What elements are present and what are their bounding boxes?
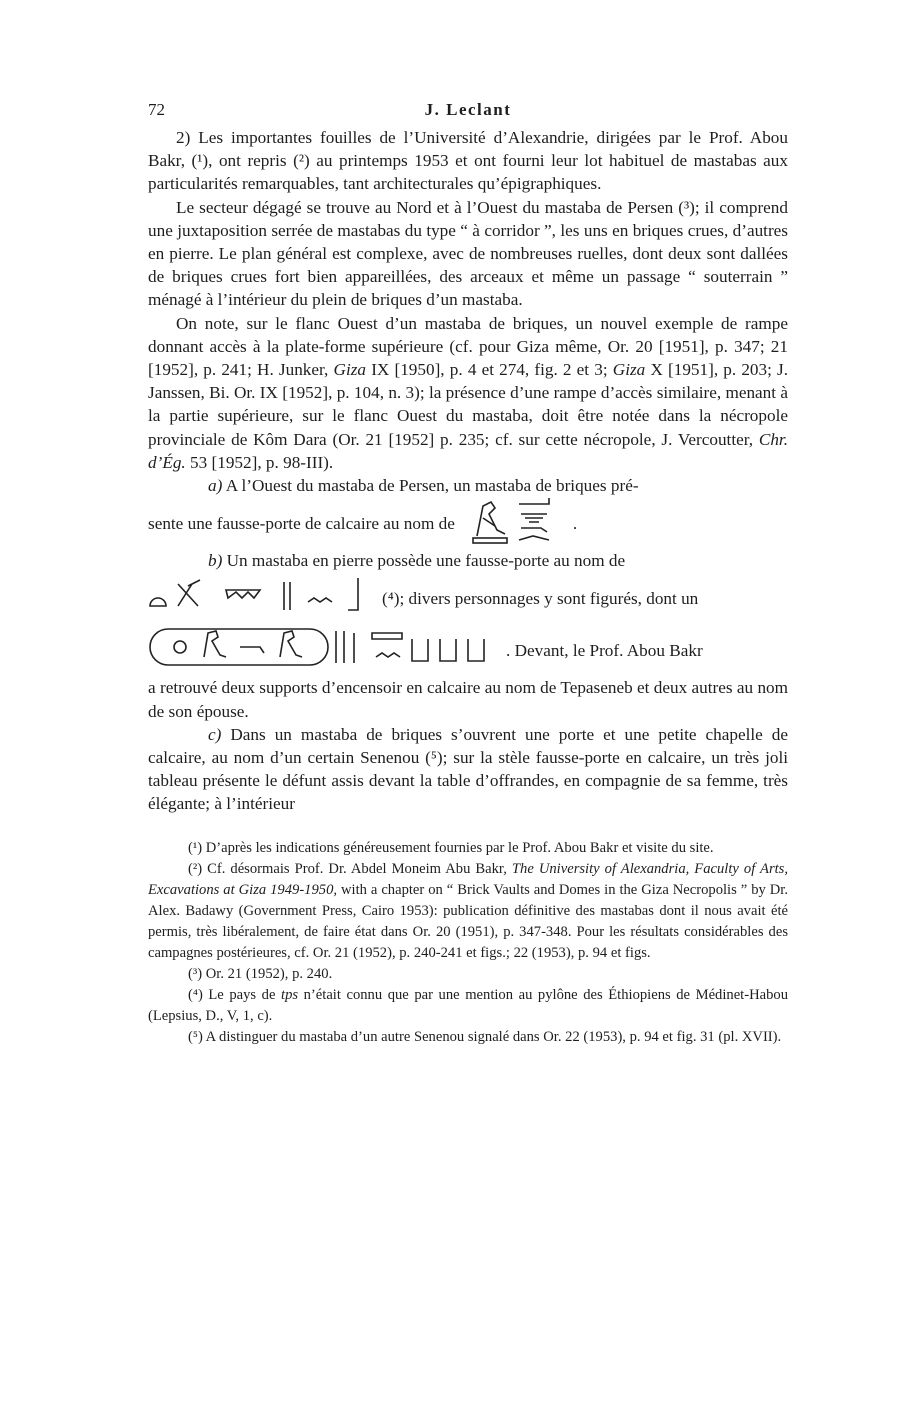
footnote-5: (⁵) A distinguer du mastaba d’un autre Senenou signalé dans Or. 22 (1953), p. 94 et fig. 31 (pl. XVII). bbox=[188, 1028, 782, 1045]
footnote-2-title: The University of Alexandria, Faculty of Arts, Excavations at Giza 1949-1950, bbox=[148, 860, 789, 898]
footnote-2 bbox=[148, 859, 788, 964]
item-a-end: . bbox=[572, 513, 578, 533]
item-b-label: b) bbox=[208, 551, 223, 571]
body-text bbox=[148, 126, 788, 816]
journal-title-chr: Chr. d’Ég. bbox=[148, 429, 788, 472]
item-b-text-4: a retrouvé deux supports d’encensoir en calcaire au nom de Tepaseneb et deux autres au nom de son épouse. bbox=[148, 678, 788, 721]
footnote-4-part-b: n’était connu que par une mention au pylône des Éthiopiens de Médinet-Habou (Lepsius, D., V, 1, c). bbox=[148, 986, 788, 1024]
footnote-2-part-b: with a chapter on “ Brick Vaults and Domes in the Giza Necropolis ” by Dr. Alex. Badawy (Government Press, Cairo 1953): publication définitive des mastabas dont il nous avait été permis, très libéralement, de faire état dans Or. 20 (1951), p. 347-348. Pour les résultats considérables des campagnes postérieures, cf. Or. 21 (1952), p. 240-241 et figs.; 22 (1953), p. 94 et figs. bbox=[148, 881, 788, 961]
journal-title-giza: Giza bbox=[333, 360, 367, 380]
hieroglyph-bird-icon bbox=[469, 496, 559, 550]
footnote-4-tps: tps bbox=[281, 986, 299, 1003]
footnote-4-part-a: (⁴) Le pays de bbox=[188, 986, 276, 1003]
item-a bbox=[148, 474, 788, 497]
hieroglyph-tps-icon bbox=[148, 572, 368, 624]
journal-title-giza: Giza bbox=[612, 360, 646, 380]
paragraph-2: Le secteur dégagé se trouve au Nord et à l’Ouest du mastaba de Persen (³); il comprend une juxtaposition serrée de mastabas du type “ à corridor ”, les uns en briques crues, d’autres en pierre. Le plan général est complexe, avec de nombreuses ruelles, dont deux sont dallées de briques crues fort bien appareillées, des arceaux et même un passage “ souterrain ” ménagé à l’intérieur du plein de briques d’un mastaba. bbox=[148, 197, 788, 310]
item-c-text: Dans un mastaba de briques s’ouvrent une porte et une petite chapelle de calcaire, au nom d’un certain Senenou (⁵); sur la stèle fausse-porte en calcaire, un très joli tableau présente le défunt assis devant la table d’offrandes, en compagnie de sa femme, très élégante; à l’intérieur bbox=[148, 724, 789, 814]
paragraph-3-part-c: X [1951], p. 203; J. Janssen, Bi. Or. IX [1952], p. 104, n. 3); la présence d’une rampe d’accès similaire, menant à la partie supérieure, sur le flanc Ouest du mastaba, doit être notée dans la nécropole provinciale de Kôm Dara (Or. 21 [1952] p. 235; cf. sur cette nécropole, J. Vercoutter, bbox=[148, 360, 789, 449]
footnotes bbox=[148, 838, 788, 1048]
hieroglyph-cartouche-icon bbox=[148, 623, 498, 677]
item-a-text-2: sente une fausse-porte de calcaire au nom de bbox=[148, 513, 455, 533]
item-b-text: Un mastaba en pierre possède une fausse-porte au nom de bbox=[226, 551, 626, 571]
item-b-text-2: (⁴); divers personnages y sont figurés, dont un bbox=[382, 588, 699, 608]
item-b-glyph-line bbox=[148, 572, 788, 624]
footnote-2-part-a: (²) Cf. désormais Prof. Dr. Abdel Moneim Abu Bakr, bbox=[188, 860, 507, 877]
footnote-3: (³) Or. 21 (1952), p. 240. bbox=[188, 965, 333, 982]
item-b-text-3: . Devant, le Prof. Abou Bakr bbox=[506, 640, 703, 660]
footnote-1: (¹) D’après les indications généreusement fournies par le Prof. Abou Bakr et visite du site. bbox=[188, 839, 714, 856]
item-a-text: A l’Ouest du mastaba de Persen, un mastaba de briques pré- bbox=[225, 476, 639, 496]
page-number: 72 bbox=[148, 100, 165, 119]
paragraph-3-part-d: 53 [1952], p. 98-III). bbox=[190, 452, 334, 472]
paragraph-1: 2) Les importantes fouilles de l’Université d’Alexandrie, dirigées par le Prof. Abou Bakr, (¹), ont repris (²) au printemps 1953 et ont fourni leur lot habituel de mastabas aux particularités remarquables, tant architecturales qu’épigraphiques. bbox=[148, 128, 788, 194]
page-header bbox=[148, 96, 788, 126]
item-c bbox=[148, 723, 788, 816]
item-b-cartouche-line bbox=[148, 624, 788, 676]
item-b bbox=[148, 549, 788, 572]
item-a-glyph-line bbox=[148, 497, 788, 549]
footnote-4 bbox=[148, 985, 788, 1027]
item-a-label: a) bbox=[208, 476, 223, 496]
paragraph-3-part-a: On note, sur le flanc Ouest d’un mastaba de briques, un nouvel exemple de rampe donnant accès à la plate-forme supérieure (cf. pour Giza même, Or. 20 [1951], p. 347; 21 [1952], p. 241; H. Junker, bbox=[148, 313, 788, 380]
page bbox=[148, 96, 788, 1048]
running-head: J. Leclant bbox=[424, 100, 512, 119]
paragraph-3 bbox=[148, 312, 788, 474]
paragraph-3-part-b: IX [1950], p. 4 et 274, fig. 2 et 3; bbox=[371, 360, 608, 380]
item-c-label: c) bbox=[208, 724, 222, 744]
